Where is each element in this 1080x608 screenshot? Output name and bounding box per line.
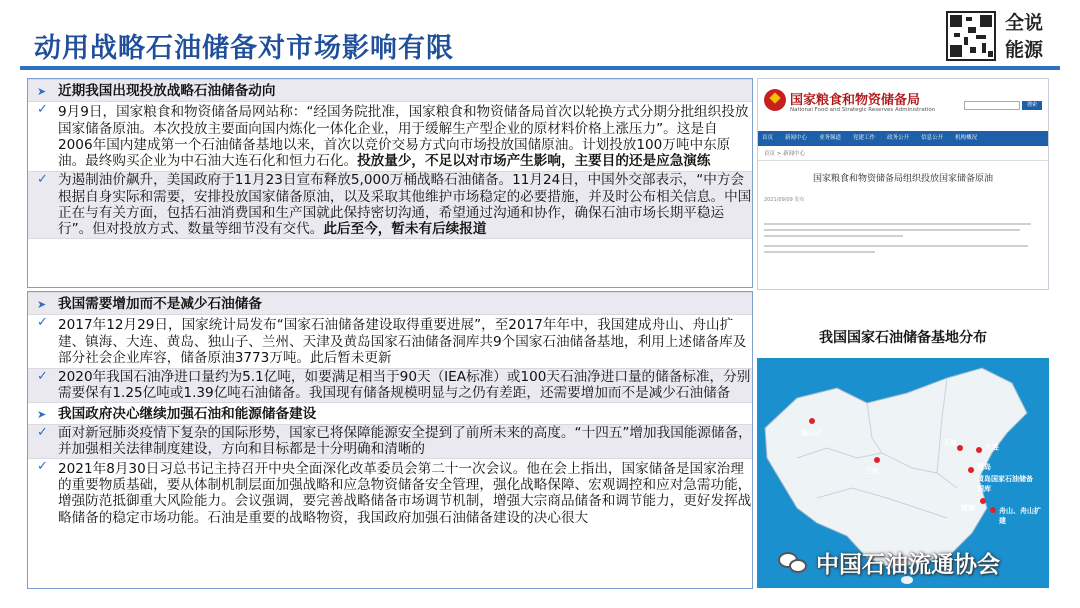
section-heading-increase-reserve bbox=[28, 292, 752, 315]
heading-text: 我国政府决心继续加强石油和能源储备建设 bbox=[58, 405, 317, 422]
site-subtitle: National Food and Strategic Reserves Administration bbox=[790, 107, 936, 113]
map-marker bbox=[980, 498, 986, 504]
article-body-text bbox=[758, 203, 1048, 253]
map-label-dalian: 大连 bbox=[985, 443, 999, 451]
bottom-content-panel bbox=[27, 291, 753, 589]
site-nav-item: 党建工作 bbox=[853, 135, 876, 141]
brand-line-1: 全说 bbox=[1004, 12, 1043, 34]
item-text: 面对新冠肺炎疫情下复杂的国际形势，国家已将保障能源安全提到了前所未来的高度。“十四五”增加我国能源储备，并加强相关法律制度建设，方向和目标都是十分明确和清晰的 bbox=[58, 425, 752, 458]
item-text: 2020年我国石油净进口量约为5.1亿吨，如要满足相当于90天（IEA标准）或100天石油净进口量的储备标准，分别需要保有1.25亿吨或1.39亿吨石油储备。我国现有储备规模明显与之仍有差距，还需要增加而不是减少石油储备 bbox=[58, 369, 751, 402]
map-marker bbox=[976, 447, 982, 453]
list-item-energy-security bbox=[28, 424, 752, 459]
check-bullet-icon: ✓ bbox=[37, 102, 48, 118]
map-caption: 我国国家石油储备基地分布 bbox=[819, 330, 987, 346]
map-label-huangdao-cavern: 黄岛国家石油储备洞库 bbox=[977, 475, 1033, 493]
map-marker bbox=[957, 445, 963, 451]
article-title: 国家粮食和物资储备局组织投放国家储备原油 bbox=[812, 174, 993, 184]
brand-line-2: 能源 bbox=[1004, 39, 1043, 61]
list-item-nov-release bbox=[28, 171, 752, 238]
site-search-input bbox=[964, 101, 1020, 110]
section-heading-government-resolve bbox=[28, 403, 752, 424]
list-item-2017-bases bbox=[28, 315, 752, 366]
item-emphasis: 此后至今，暂未有后续报道 bbox=[323, 221, 487, 238]
page-title: 动用战略石油储备对市场影响有限 bbox=[34, 33, 454, 64]
map-marker bbox=[809, 418, 815, 424]
site-nav-item: 政务公开 bbox=[887, 135, 910, 141]
site-breadcrumb: 首页 > 新闻中心 bbox=[758, 146, 1048, 161]
top-content-panel bbox=[27, 78, 753, 288]
map-label-lanzhou: 兰州 bbox=[865, 467, 879, 475]
arrow-bullet-icon: ➤ bbox=[37, 85, 47, 98]
site-nav-bar bbox=[758, 131, 1048, 146]
site-search-button: 搜索 bbox=[1022, 101, 1042, 110]
section-heading-release-trend bbox=[28, 79, 752, 102]
item-emphasis: 投放量少，不足以对市场产生影响，主要目的还是应急演练 bbox=[357, 153, 711, 170]
website-screenshot bbox=[757, 78, 1049, 290]
check-bullet-icon: ✓ bbox=[37, 369, 48, 385]
site-nav-item: 机构概况 bbox=[955, 135, 978, 141]
check-bullet-icon: ✓ bbox=[37, 315, 48, 331]
national-emblem-icon bbox=[764, 89, 786, 111]
map-marker bbox=[968, 467, 974, 473]
map-marker bbox=[990, 507, 996, 513]
arrow-bullet-icon: ➤ bbox=[37, 298, 47, 311]
site-header bbox=[758, 79, 1048, 131]
map-label-dushanzi: 独山子 bbox=[801, 429, 822, 437]
heading-text: 近期我国出现投放战略石油储备动向 bbox=[58, 83, 276, 99]
site-nav-item: 新闻中心 bbox=[785, 135, 808, 141]
item-text: 为遏制油价飙升，美国政府于11月23日宣布释放5,000万桶战略石油储备。11月24日，中国外交部表示，“中方会根据自身实际和需要，安排投放国家储备原油，以及采取其他维护市场稳定的必要措施，并及时公布相关信息。中国正在与有关方面，包括石油消费国和生产国就此保持密切沟通，希望通过沟通和协作，确保石油市场长期平稳运行”。但对投放方式、数量等细节没有交代。 bbox=[58, 172, 752, 238]
item-text: 9月9日，国家粮食和物资储备局网站称：“经国务院批准，国家粮食和物资储备局首次以轮换方式分期分批组织投放国家储备原油。本次投放主要面向国内炼化一体化企业，用于缓解生产型企业的原材料价格上涨压力”。这是自2006年国内建成第一个石油储备基地以来，首次以竞价交易方式向市场投放国储原油。计划投放100万吨中东原油。最终购买企业为中石油大连石化和恒力石化。 bbox=[58, 104, 749, 170]
heading-text: 我国需要增加而不是减少石油储备 bbox=[58, 296, 262, 312]
check-bullet-icon: ✓ bbox=[37, 172, 48, 188]
map-label-tianjin: 天津 bbox=[943, 439, 957, 447]
brand-logo bbox=[1000, 10, 1048, 64]
map-label-zhenhai: 镇海 bbox=[961, 504, 975, 512]
list-item-2020-imports bbox=[28, 368, 752, 403]
list-item-reform-meeting bbox=[28, 459, 752, 526]
item-text: 2021年8月30日习总书记主持召开中央全面深化改革委员会第二十一次会议。他在会上指出，国家储备是国家治理的重要物质基础，要从体制机制层面加强战略和应急物资储备安全管理，强化战略保障、宏观调控和应对急需功能，增强防范抵御重大风险能力。会议强调，要完善战略储备市场调节机制，增强大宗商品储备和调节能力，更好发挥战略储备的稳定市场功能。石油是重要的战略物资，我国政府加强石油储备建设的决心很大 bbox=[58, 460, 752, 526]
map-label-huangdao: 黄岛 bbox=[977, 463, 991, 471]
watermark bbox=[778, 546, 1000, 579]
check-bullet-icon: ✓ bbox=[37, 458, 48, 474]
site-nav-item: 业务频道 bbox=[819, 135, 842, 141]
qr-code-icon bbox=[946, 11, 996, 61]
site-name: 国家粮食和物资储备局 bbox=[790, 93, 921, 108]
arrow-bullet-icon: ➤ bbox=[37, 407, 47, 421]
site-nav-item: 信息公开 bbox=[921, 135, 944, 141]
map-marker bbox=[874, 457, 880, 463]
watermark-text: 中国石油流通协会 bbox=[816, 552, 1000, 578]
title-divider bbox=[20, 66, 1060, 70]
item-text: 2017年12月29日，国家统计局发布“国家石油储备建设取得重要进展”，至2017年年中，我国建成舟山、舟山扩建、镇海、大连、黄岛、独山子、兰州、天津及黄岛国家石油储备洞库共9个国家石油储备基地，利用上述储备库及部分社会企业库容，储备原油3773万吨。此后暂未更新 bbox=[58, 317, 747, 366]
article-meta: 2021/09/09 发布 bbox=[764, 197, 805, 203]
site-nav-item: 首页 bbox=[762, 135, 774, 141]
check-bullet-icon: ✓ bbox=[37, 425, 48, 441]
map-label-zhoushan: 舟山、舟山扩建 bbox=[999, 507, 1041, 525]
list-item-sept-release bbox=[28, 102, 752, 169]
wechat-icon bbox=[778, 550, 808, 576]
